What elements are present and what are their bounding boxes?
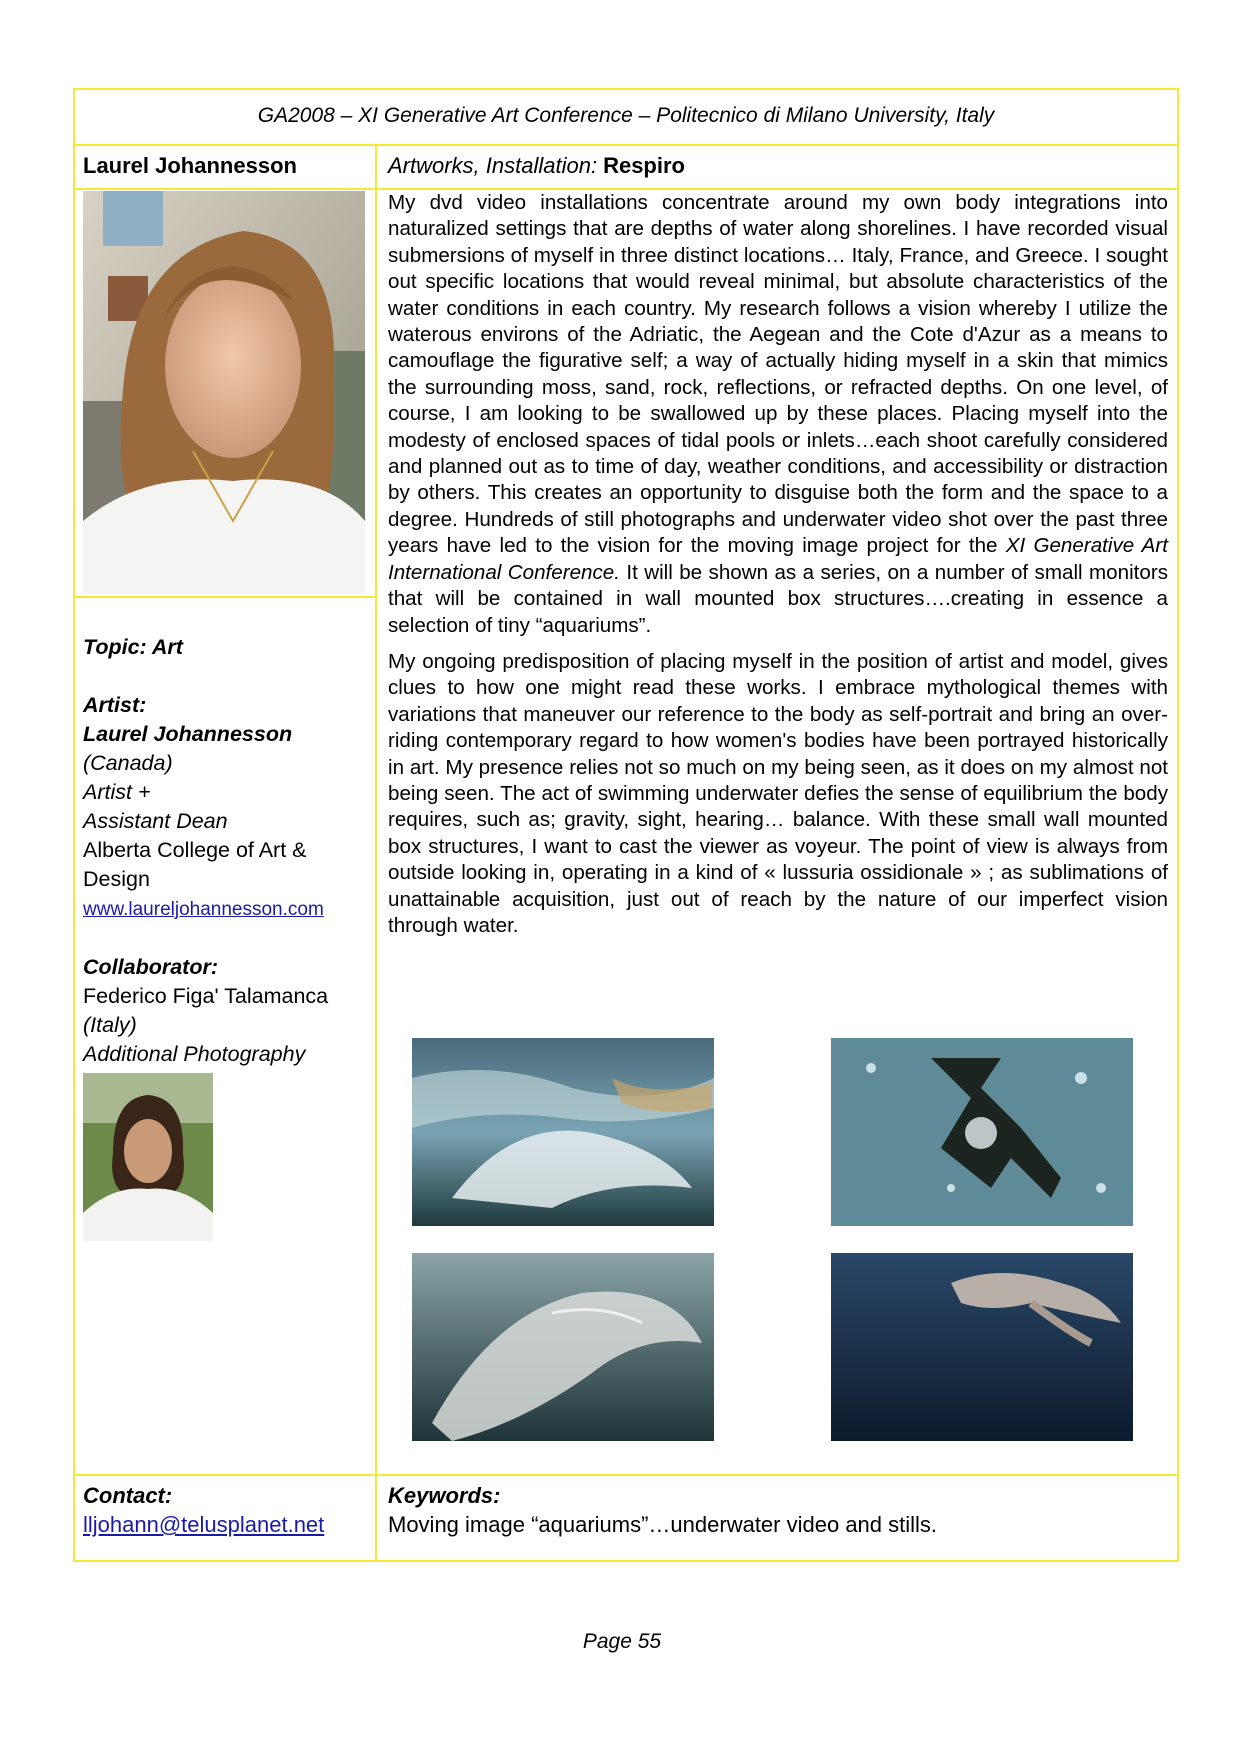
artworks-label: Artworks, Installation: [388, 153, 598, 178]
divider [73, 1474, 1179, 1476]
statement-paragraph-1 [388, 190, 1168, 639]
collaborator-label: Collaborator: [83, 955, 218, 979]
underwater-still-1 [412, 1038, 714, 1226]
collaborator-country: (Italy) [83, 1013, 137, 1037]
underwater-still-4 [831, 1253, 1133, 1441]
divider [375, 144, 377, 1562]
artwork-title-line [388, 144, 1168, 188]
statement-text: It will be shown as a series, on a number of small monitors that will be contained in wall mounted box structures….creating in essence a selection of tiny “aquariums”. [388, 560, 1168, 637]
keywords-text: Moving image “aquariums”…underwater video and stills. [388, 1512, 938, 1537]
author-name: Laurel Johannesson [83, 153, 297, 178]
contact-block [83, 1481, 373, 1539]
artist-portrait-photo [83, 191, 365, 594]
artist-block [83, 691, 373, 924]
keywords-label: Keywords: [388, 1483, 501, 1508]
artist-statement [388, 190, 1168, 949]
conference-header: GA2008 – XI Generative Art Conference – Politecnico di Milano University, Italy [257, 104, 995, 127]
topic-label: Topic: Art [83, 635, 183, 659]
page-number: Page 55 [582, 1630, 662, 1653]
collaborator-portrait-photo [83, 1073, 213, 1241]
divider [73, 596, 375, 598]
conference-name: XI Generative Art International Conference. [388, 534, 1168, 584]
artwork-title: Respiro [603, 153, 685, 178]
statement-text: My dvd video installations concentrate around my own body integrations into naturalized settings that are depths of water along shorelines. I have recorded visual submersions of myself in three distinct locations… Italy, France, and Greece. I sought out specific locations that would reveal minimal, but absolute characteristics of the water conditions in each country. My research follows a vision whereby I utilize the waterous environs of the Adriatic, the Aegean and the Cote d'Azur as a means to camouflage the figurative self; a way of actually hiding myself in a skin that mimics the surrounding moss, sand, rock, reflections, or refracted depths. On one level, of course, I am looking to be swallowed up by these places. Placing myself into the modesty of enclosed spaces of tidal pools or inlets…each shoot carefully considered and planned out as to time of day, weather conditions, and accessibility or distraction by others. This creates an opportunity to disguise both the form and the space to a degree. Hundreds of still photographs and underwater video shot over the past three years have led to the vision for the moving image project for the [388, 191, 1168, 558]
artist-website-link[interactable]: www.laureljohannesson.com [83, 899, 324, 920]
collaborator-block [83, 953, 373, 1069]
collaborator-role: Additional Photography [83, 1042, 306, 1066]
statement-paragraph-2: My ongoing predisposition of placing myself in the position of artist and model, gives clues to how one might read these works. I embrace mythological themes with variations that maneuver our reference to the body as self-portrait and bring an over-riding contemporary regard to how women's bodies have been portrayed historically in art. My presence relies not so much on my being seen, as it does on my almost not being seen. The act of swimming underwater defies the sense of equilibrium the body requires, such as; gravity, sight, hearing… balance. With these small wall mounted box structures, I want to cast the viewer as voyeur. The point of view is always from outside looking in, operating in a kind of « lussuria ossidionale » ; as sublimations of unattainable acquisition, just out of reach by the nature of our imperfect vision through water. [388, 649, 1168, 937]
contact-email-link[interactable]: lljohann@telusplanet.net [83, 1512, 325, 1537]
underwater-still-3 [412, 1253, 714, 1441]
artist-name: Laurel Johannesson [83, 722, 293, 746]
underwater-still-2 [831, 1038, 1133, 1226]
page-sheet [73, 88, 1179, 1562]
artist-country: (Canada) [83, 751, 173, 775]
artist-label: Artist: [83, 693, 147, 717]
topic-block [83, 633, 373, 662]
collaborator-name: Federico Figa' Talamanca [83, 984, 329, 1008]
artist-institution: Alberta College of Art & Design [83, 838, 307, 891]
contact-label: Contact: [83, 1483, 173, 1508]
keywords-block [388, 1481, 1168, 1539]
artist-role: Artist + [83, 780, 151, 804]
artist-position: Assistant Dean [83, 809, 228, 833]
